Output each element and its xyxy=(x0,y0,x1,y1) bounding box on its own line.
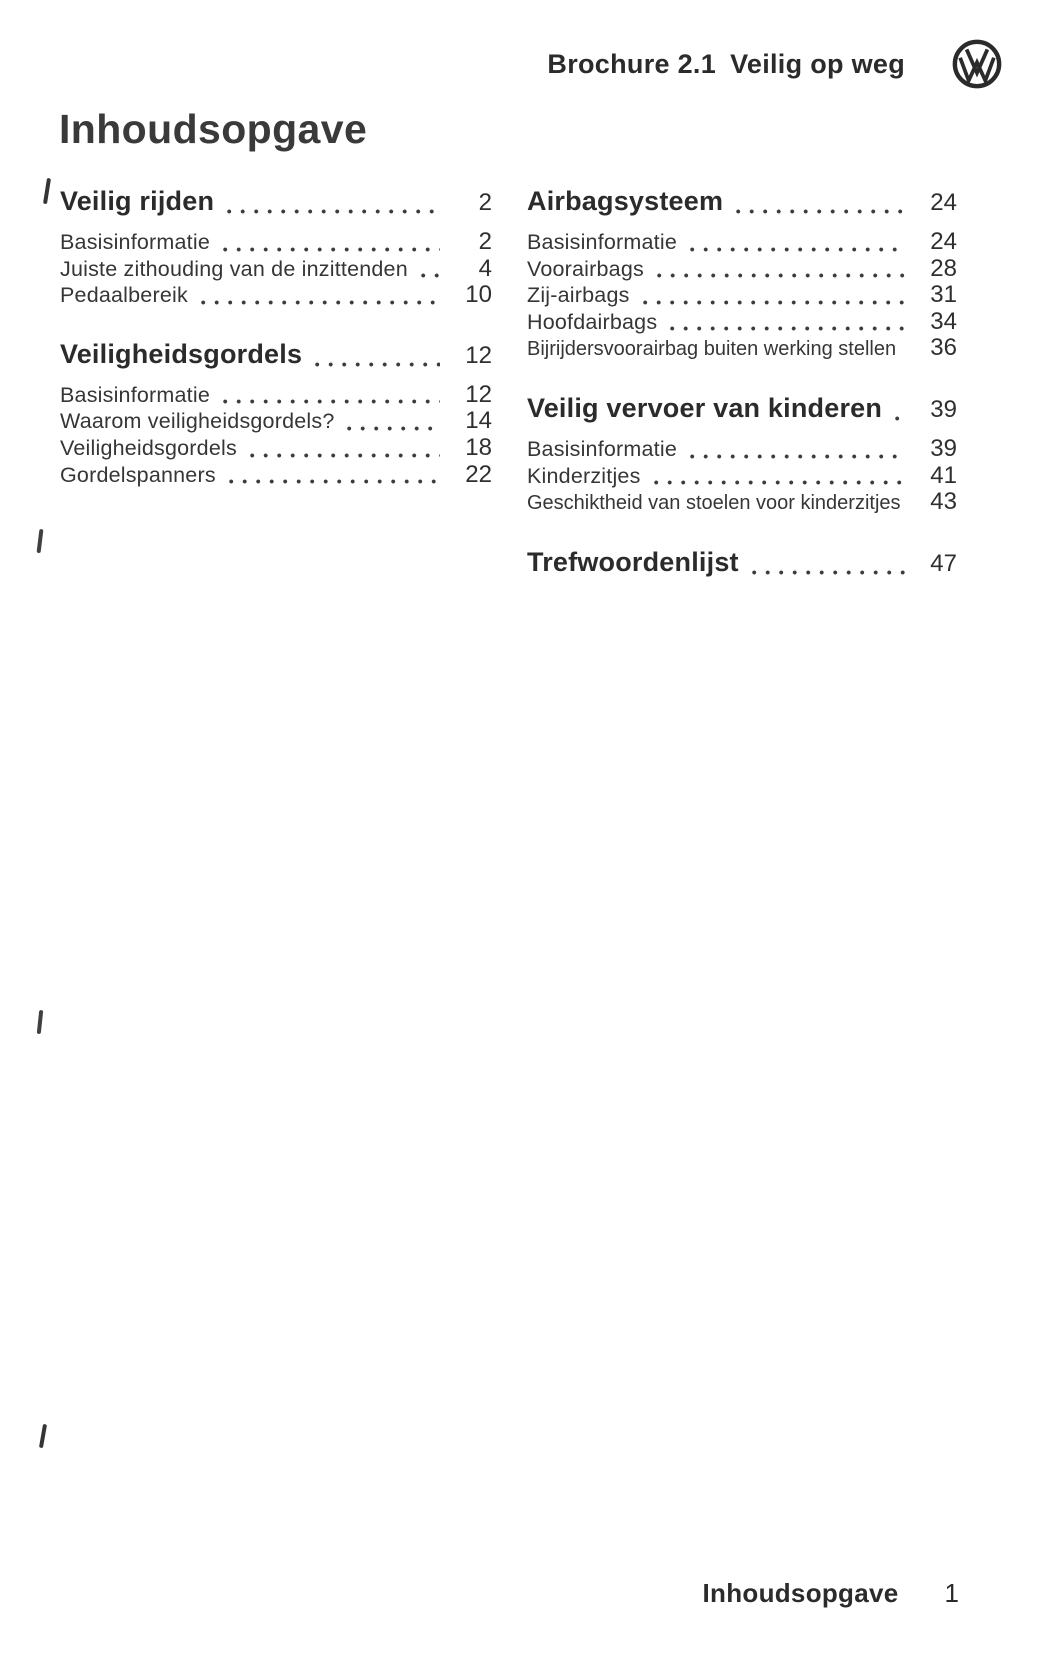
toc-entry-label: Geschiktheid van stoelen voor kinderzitjes xyxy=(527,492,901,515)
toc-page-number: 22 xyxy=(465,460,492,488)
toc-entry-label: Waarom veiligheidsgordels? xyxy=(60,409,335,434)
leader-dots xyxy=(421,273,440,278)
leader-dots xyxy=(227,209,440,214)
toc-page-number: 10 xyxy=(465,281,492,309)
toc-heading-label: Airbagsysteem xyxy=(527,186,724,216)
brochure-section-title: Veilig op weg xyxy=(730,48,905,79)
leader-dots xyxy=(223,247,440,252)
leader-dots xyxy=(670,326,905,331)
header-title xyxy=(547,49,905,80)
toc-section xyxy=(527,185,957,363)
leader-dots xyxy=(895,416,905,421)
toc-heading-row xyxy=(60,338,492,372)
toc-heading-row xyxy=(527,185,957,219)
toc-column-left xyxy=(60,185,492,488)
toc-page-number: 2 xyxy=(478,228,492,255)
toc-entry-label: Hoofdairbags xyxy=(527,309,658,334)
toc-heading-label: Trefwoordenlijst xyxy=(527,546,739,577)
toc-entry-row xyxy=(527,256,957,283)
toc-entry-label: Gordelspanners xyxy=(60,462,216,487)
leader-dots xyxy=(223,399,440,404)
brochure-label: Brochure 2.1 xyxy=(547,48,717,79)
toc-page-number: 2 xyxy=(478,189,492,216)
toc-page-number: 24 xyxy=(930,189,957,216)
toc-entry-row xyxy=(527,335,957,363)
toc-entry-row xyxy=(60,435,492,462)
toc-entry-label: Zij-airbags xyxy=(527,283,630,308)
toc-page-number: 31 xyxy=(930,281,957,309)
leader-dots xyxy=(690,454,905,459)
toc-entry-row xyxy=(527,436,957,463)
toc-heading-label: Veiligheidsgordels xyxy=(60,338,303,369)
toc-entry-label: Basisinformatie xyxy=(60,382,210,407)
toc-heading-row xyxy=(527,392,957,426)
toc-section xyxy=(60,185,492,309)
leader-dots xyxy=(347,426,440,431)
vw-logo-icon xyxy=(951,38,1003,90)
toc-entry-label: Veiligheidsgordels xyxy=(60,435,237,460)
toc-section xyxy=(60,338,492,488)
toc-page-number: 39 xyxy=(930,434,957,462)
toc-entry-row xyxy=(527,282,957,309)
toc-page-number: 12 xyxy=(465,341,492,369)
toc-page-number: 24 xyxy=(930,228,957,255)
scan-artifact-mark xyxy=(37,529,43,553)
toc-entry-row xyxy=(527,229,957,256)
footer-page-number: 1 xyxy=(944,1578,959,1608)
toc-page-number: 12 xyxy=(465,380,492,408)
scan-artifact-mark xyxy=(39,1424,47,1448)
toc-page-number: 28 xyxy=(930,254,957,282)
toc-entry-row xyxy=(60,408,492,435)
leader-dots xyxy=(250,453,440,458)
toc-page-number: 39 xyxy=(930,395,957,423)
toc-entry-row xyxy=(60,282,492,309)
toc-entry-row xyxy=(60,462,492,489)
toc-entry-label: Basisinformatie xyxy=(527,230,677,254)
footer-section-label: Inhoudsopgave xyxy=(702,1578,899,1608)
toc-page-number: 43 xyxy=(930,488,957,516)
toc-entry-label: Pedaalbereik xyxy=(60,283,188,308)
scan-artifact-mark xyxy=(37,1010,43,1034)
page-title: Inhoudsopgave xyxy=(59,106,368,152)
toc-heading-label: Veilig vervoer van kinderen xyxy=(527,392,883,423)
leader-dots xyxy=(643,300,905,305)
toc-entry-row xyxy=(60,229,492,256)
toc-column-right xyxy=(527,185,957,590)
leader-dots xyxy=(315,362,440,367)
toc-entry-label: Kinderzitjes xyxy=(527,463,641,488)
leader-dots xyxy=(657,273,905,278)
toc-entry-label: Bijrijdersvoorairbag buiten werking stellen xyxy=(527,338,897,361)
toc-section xyxy=(527,392,957,517)
toc-entry-label: Voorairbags xyxy=(527,256,644,281)
toc-entry-row xyxy=(527,463,957,490)
leader-dots xyxy=(201,300,440,305)
toc-heading-row xyxy=(60,185,492,219)
leader-dots xyxy=(229,479,440,484)
page-footer xyxy=(703,1578,960,1609)
toc-entry-row xyxy=(527,309,957,336)
toc-page-number: 18 xyxy=(465,433,492,461)
toc-heading-row xyxy=(527,546,957,580)
toc-page-number: 34 xyxy=(930,307,957,335)
toc-entry-label: Basisinformatie xyxy=(527,436,677,461)
toc-page-number: 41 xyxy=(930,461,957,489)
toc-heading-label: Veilig rijden xyxy=(60,186,215,216)
toc-entry-row xyxy=(527,489,957,517)
page-header xyxy=(547,38,1003,90)
toc-section xyxy=(527,546,957,580)
toc-page-number: 36 xyxy=(930,334,957,362)
toc-entry-label: Basisinformatie xyxy=(60,230,210,254)
scan-artifact-mark xyxy=(43,178,51,204)
leader-dots xyxy=(690,247,905,252)
leader-dots xyxy=(736,209,905,214)
toc-page-number: 14 xyxy=(465,407,492,435)
toc-entry-label: Juiste zithouding van de inzittenden xyxy=(60,256,408,281)
toc-page-number: 47 xyxy=(930,549,957,577)
toc-page-number: 4 xyxy=(478,254,492,282)
toc-entry-row xyxy=(60,382,492,409)
toc-entry-row xyxy=(60,256,492,283)
leader-dots xyxy=(752,570,905,575)
leader-dots xyxy=(654,480,905,485)
